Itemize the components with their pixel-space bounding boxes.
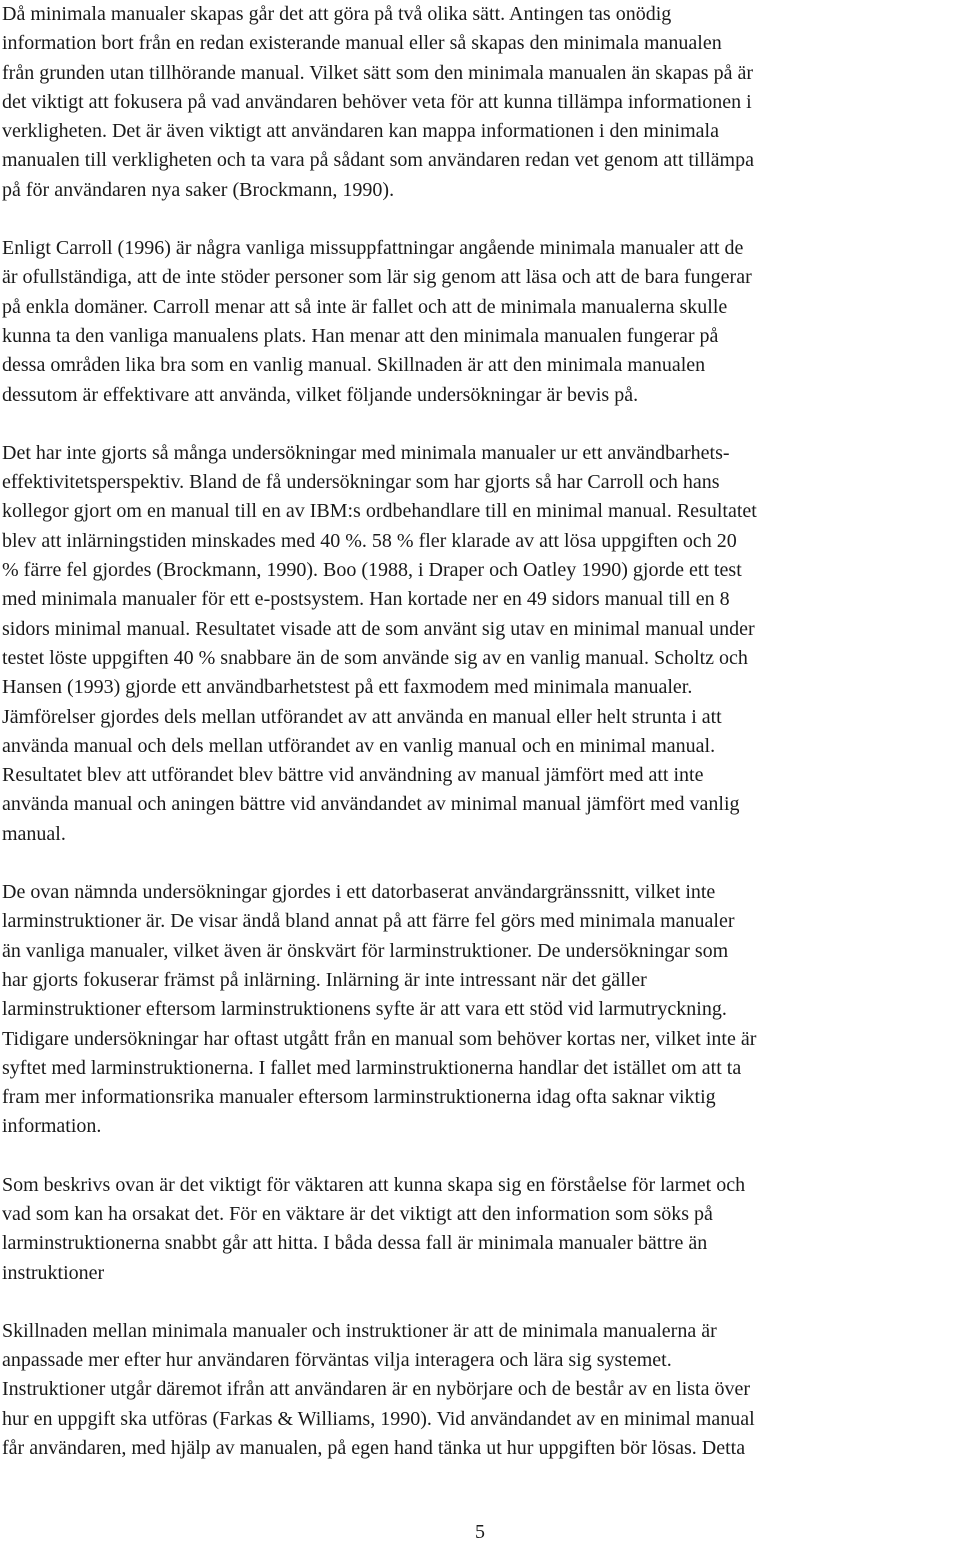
text-line: larminstruktioner är. De visar ändå bland annat på att färre fel görs med minimala manualer (2, 910, 735, 933)
paragraph-manual-vs-instructions (2, 1317, 958, 1463)
text-line: på för användaren nya saker (Brockmann, 1990). (2, 178, 395, 201)
text-line: % färre fel gjordes (Brockmann, 1990). Boo (1988, i Draper och Oatley 1990) gjorde ett test (2, 559, 742, 582)
text-line: larminstruktioner eftersom larminstruktionens syfte är att vara ett stöd vid larmutryckning. (2, 998, 727, 1021)
text-line: använda manual och dels mellan utförandet av en vanlig manual och en minimal manual. (2, 734, 716, 757)
text-line: instruktioner (2, 1261, 105, 1284)
text-line: dessutom är effektivare att använda, vilket följande undersökningar är bevis på. (2, 383, 639, 406)
text-line: information. (2, 1115, 102, 1138)
paragraph-guard-understanding (2, 1171, 958, 1288)
text-line: blev att inlärningstiden minskades med 40 %. 58 % fler klarade av att lösa uppgiften och 20 (2, 529, 737, 552)
text-line: än vanliga manualer, vilket även är önskvärt för larminstruktioner. De undersökningar som (2, 939, 729, 962)
text-line: Instruktioner utgår däremot ifrån att användaren är en nybörjare och de består av en lista över (2, 1378, 751, 1401)
text-line: Som beskrivs ovan är det viktigt för väktaren att kunna skapa sig en förståelse för larmet och (2, 1173, 746, 1196)
text-line: kollegor gjort om en manual till en av IBM:s ordbehandlare till en minimal manual. Resultatet (2, 500, 757, 523)
text-line: från grunden utan tillhörande manual. Vilket sätt som den minimala manualen än skapas på är (2, 61, 753, 84)
text-line: på enkla domäner. Carroll menar att så inte är fallet och att de minimala manualerna skulle (2, 295, 728, 318)
text-line: får användaren, med hjälp av manualen, på egen hand tänka ut hur uppgiften bör lösas. Detta (2, 1437, 746, 1460)
page-number: 5 (475, 1521, 485, 1543)
paragraph-minimal-manual-creation (2, 0, 958, 205)
text-line: är ofullständiga, att de inte stöder personer som lär sig genom att läsa och att de bara fungerar (2, 266, 752, 289)
text-line: Resultatet blev att utförandet blev bättre vid användning av manual jämfört med att inte (2, 764, 704, 787)
text-line: testet löste uppgiften 40 % snabbare än de som använde sig av en vanlig manual. Scholtz och (2, 646, 748, 669)
text-line: vad som kan ha orsakat det. För en väktare är det viktigt att den information som söks på (2, 1202, 713, 1225)
text-line: effektivitetsperspektiv. Bland de få undersökningar som har gjorts så har Carroll och hans (2, 471, 720, 494)
text-line: anpassade mer efter hur användaren förväntas vilja interagera och lära sig systemet. (2, 1349, 672, 1372)
text-line: syftet med larminstruktionerna. I fallet med larminstruktionerna handlar det istället om att ta (2, 1056, 742, 1079)
text-line: manual. (2, 822, 66, 845)
paragraph-alarm-instructions (2, 878, 958, 1142)
text-line: hur en uppgift ska utföras (Farkas & Williams, 1990). Vid användandet av en minimal manual (2, 1407, 755, 1430)
text-line: Hansen (1993) gjorde ett användbarhetstest på ett faxmodem med minimala manualer. (2, 676, 693, 699)
text-line: Det har inte gjorts så många undersökningar med minimala manualer ur ett användbarhets- (2, 441, 730, 464)
paragraph-carroll-misconceptions (2, 234, 958, 410)
text-line: dessa områden lika bra som en vanlig manual. Skillnaden är att den minimala manualen (2, 354, 706, 377)
text-line: De ovan nämnda undersökningar gjordes i ett datorbaserat användargränssnitt, vilket inte (2, 881, 716, 904)
text-line: det viktigt att fokusera på vad användaren behöver veta för att kunna tillämpa informationen i (2, 90, 752, 113)
text-line: använda manual och aningen bättre vid användandet av minimal manual jämfört med vanlig (2, 793, 740, 816)
text-line: verkligheten. Det är även viktigt att användaren kan mappa informationen i den minimala (2, 120, 719, 143)
text-line: har gjorts fokuserar främst på inlärning. Inlärning är inte intressant när det gäller (2, 968, 647, 991)
text-line: larminstruktionerna snabbt går att hitta. I båda dessa fall är minimala manualer bättre än (2, 1232, 708, 1255)
text-line: Skillnaden mellan minimala manualer och instruktioner är att de minimala manualerna är (2, 1319, 717, 1342)
text-line: kunna ta den vanliga manualens plats. Han menar att den minimala manualen fungerar på (2, 324, 719, 347)
text-line: Enligt Carroll (1996) är några vanliga missuppfattningar angående minimala manualer att de (2, 237, 744, 260)
text-line: manualen till verkligheten och ta vara på sådant som användaren redan vet genom att tillämpa (2, 149, 754, 172)
text-line: Tidigare undersökningar har oftast utgått från en manual som behöver kortas ner, vilket inte är (2, 1027, 757, 1050)
body-text (2, 0, 958, 1492)
paragraph-usability-studies (2, 439, 958, 849)
text-line: Då minimala manualer skapas går det att göra på två olika sätt. Antingen tas onödig (2, 3, 672, 25)
text-line: Jämförelser gjordes dels mellan utförandet av att använda en manual eller helt strunta i att (2, 705, 722, 728)
text-line: fram mer informationsrika manualer eftersom larminstruktionerna idag ofta saknar viktig (2, 1086, 716, 1109)
text-line: information bort från en redan existerande manual eller så skapas den minimala manualen (2, 32, 722, 55)
text-line: sidors minimal manual. Resultatet visade att de som använt sig utav en minimal manual under (2, 617, 755, 640)
text-line: med minimala manualer för ett e-postsystem. Han kortade ner en 49 sidors manual till en 8 (2, 588, 730, 611)
